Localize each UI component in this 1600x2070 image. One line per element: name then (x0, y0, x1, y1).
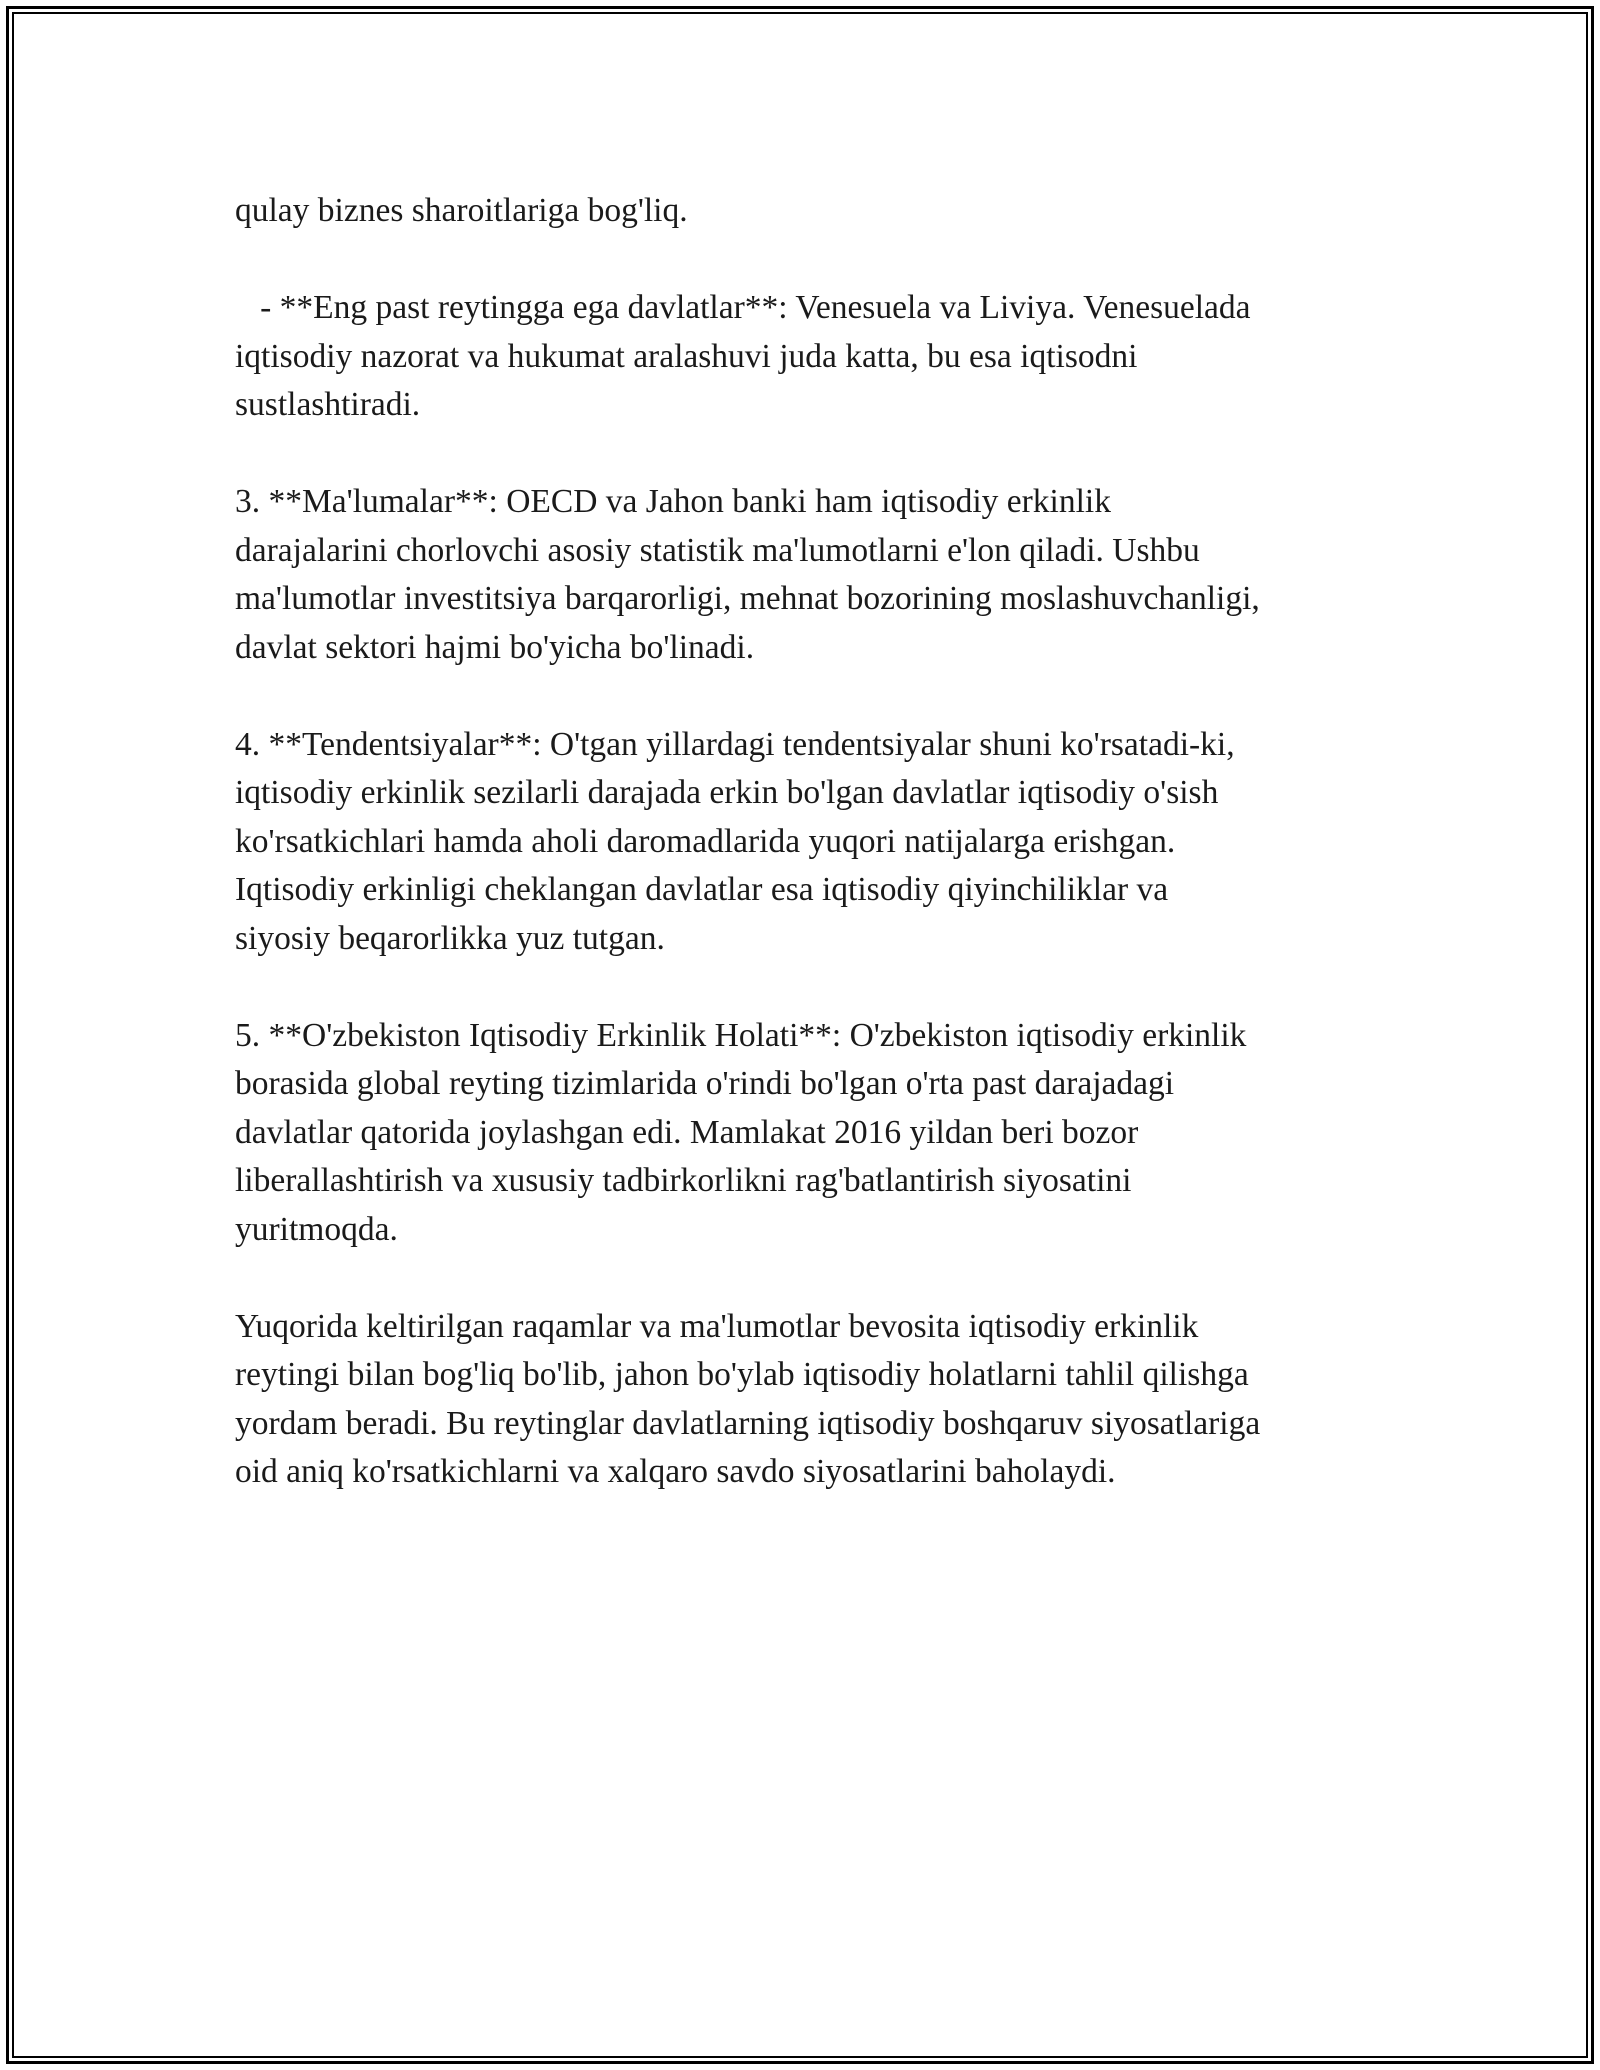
paragraph-continuation (235, 187, 1375, 236)
text-line: ma'lumotlar investitsiya barqarorligi, mehnat bozorining moslashuvchanligi, (235, 580, 1260, 617)
paragraph-lowest-rated (235, 284, 1375, 430)
text-line: davlatlar qatorida joylashgan edi. Mamlakat 2016 yildan beri bozor (235, 1113, 1139, 1151)
text-line: ko'rsatkichlari hamda aholi daromadlarida yuqori natijalarga erishgan. (235, 822, 1176, 860)
text-line: Yuqorida keltirilgan raqamlar va ma'lumotlar bevosita iqtisodiy erkinlik (235, 1307, 1199, 1345)
text-line: sustlashtiradi. (235, 386, 421, 423)
text-line: yordam beradi. Bu reytinglar davlatlarning iqtisodiy boshqaruv siyosatlariga (235, 1404, 1261, 1442)
paragraph-item-4 (235, 721, 1375, 964)
text-line: - **Eng past reytingga ega davlatlar**: Venesuela va Liviya. Venesuelada (235, 289, 1251, 326)
text-line: siyosiy beqarorlikka yuz tutgan. (235, 919, 665, 957)
paragraph-conclusion (235, 1303, 1375, 1497)
paragraph-item-5 (235, 1012, 1375, 1255)
paragraph-gap (235, 672, 1375, 721)
paragraph-gap (235, 430, 1375, 479)
paragraph-item-3 (235, 478, 1375, 672)
text-line: liberallashtirish va xususiy tadbirkorlikni rag'batlantirish siyosatini (235, 1162, 1132, 1199)
text-line: iqtisodiy nazorat va hukumat aralashuvi juda katta, bu esa iqtisodni (235, 337, 1138, 375)
text-line: darajalarini chorlovchi asosiy statistik ma'lumotlarni e'lon qiladi. Ushbu (235, 531, 1200, 569)
text-line: 5. **O'zbekiston Iqtisodiy Erkinlik Holati**: O'zbekiston iqtisodiy erkinlik (235, 1016, 1247, 1054)
paragraph-gap (235, 236, 1375, 285)
text-line: reytingi bilan bog'liq bo'lib, jahon bo'ylab iqtisodiy holatlarni tahlil qilishga (235, 1356, 1249, 1393)
text-line: Iqtisodiy erkinligi cheklangan davlatlar esa iqtisodiy qiyinchiliklar va (235, 871, 1169, 908)
paragraph-gap (235, 1254, 1375, 1303)
document-body (235, 187, 1375, 1497)
text-line: 4. **Tendentsiyalar**: O'tgan yillardagi tendentsiyalar shuni ko'rsatadi-ki, (235, 725, 1235, 763)
text-line: iqtisodiy erkinlik sezilarli darajada erkin bo'lgan davlatlar iqtisodiy o'sish (235, 774, 1219, 811)
text-line: yuritmoqda. (235, 1210, 398, 1248)
text-line: 3. **Ma'lumalar**: OECD va Jahon banki ham iqtisodiy erkinlik (235, 483, 1111, 520)
text-line: oid aniq ko'rsatkichlarni va xalqaro savdo siyosatlarini baholaydi. (235, 1453, 1116, 1490)
text-line: davlat sektori hajmi bo'yicha bo'linadi. (235, 628, 755, 666)
text-line: borasida global reyting tizimlarida o'rindi bo'lgan o'rta past darajadagi (235, 1065, 1175, 1102)
text-line: qulay biznes sharoitlariga bog'liq. (235, 192, 688, 229)
paragraph-gap (235, 963, 1375, 1012)
